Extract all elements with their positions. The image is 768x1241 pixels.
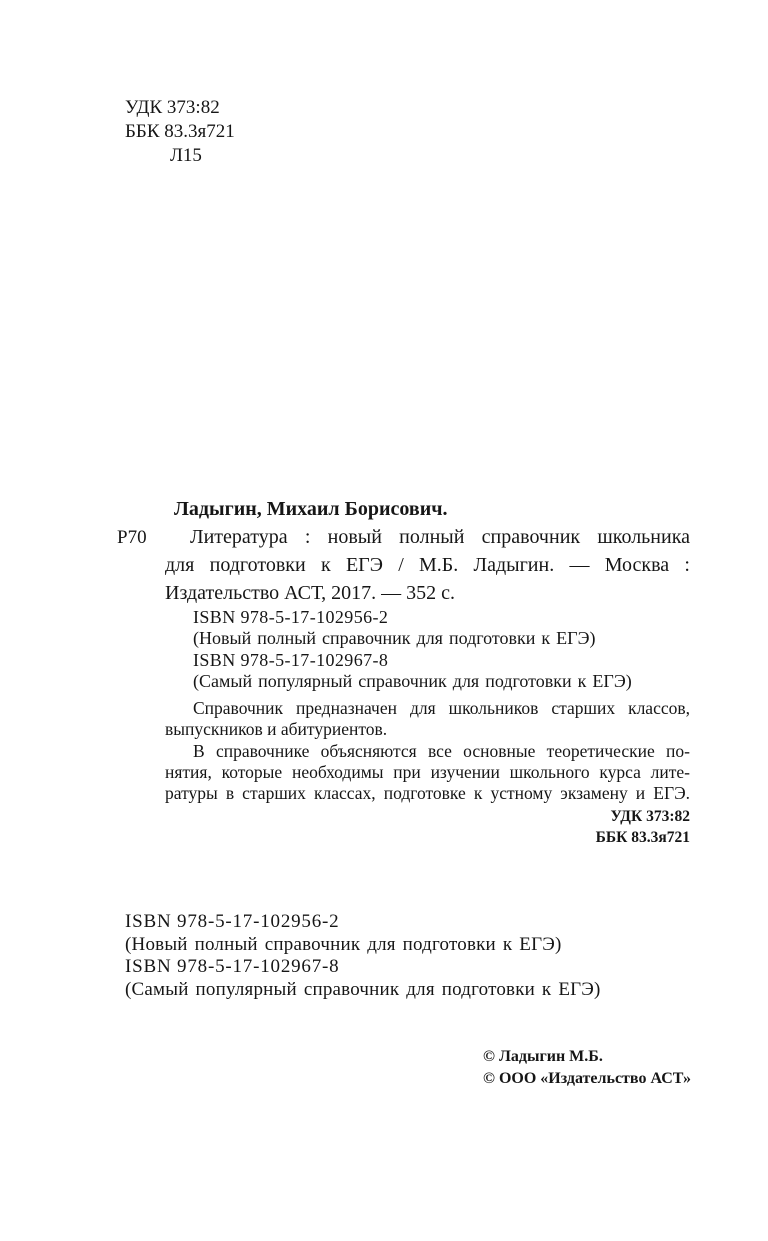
author-heading: Ладыгин, Михаил Борисович. [174,498,448,520]
card-classification-codes [596,806,690,848]
author-sign-code: Л15 [170,145,202,166]
annotation-line: ратуры в старших классах, подготовке к устному экзамену и ЕГЭ. [165,783,690,804]
bbk-code: ББК 83.3я721 [595,829,690,846]
title-line: Издательство АСТ, 2017. — 352 с. [165,582,456,604]
title-line: для подготовки к ЕГЭ / М.Б. Ладыгин. — Москва : [165,554,690,576]
annotation [165,698,690,804]
top-classification-codes [125,96,235,168]
isbn-number: ISBN 978-5-17-102956-2 [125,911,340,932]
card-isbn-block [193,607,632,693]
catalog-entry-code: Р70 [117,527,147,548]
bbk-code: ББК 83.3я721 [125,121,235,142]
copyright-block [483,1046,691,1090]
udk-code: УДК 373:82 [610,808,690,825]
catalog-card [165,495,690,607]
isbn-number: ISBN 978-5-17-102967-8 [193,649,389,670]
isbn-series-name: (Самый популярный справочник для подготовки к ЕГЭ) [125,978,601,1000]
annotation-line: нятия, которые необходимы при изучении школьного курса лите- [165,761,690,782]
isbn-series-name: (Новый полный справочник для подготовки к ЕГЭ) [125,933,562,955]
isbn-number: ISBN 978-5-17-102967-8 [125,956,340,977]
isbn-series-name: (Новый полный справочник для подготовки к ЕГЭ) [193,628,596,649]
copyright-author: © Ладыгин М.Б. [483,1048,603,1065]
annotation-line: В справочнике объясняются все основные теоретические по- [193,740,690,761]
copyright-publisher: © ООО «Издательство АСТ» [483,1070,692,1087]
title-line: Литература : новый полный справочник школьника [190,526,690,548]
annotation-line: Справочник предназначен для школьников старших классов, [193,698,690,718]
isbn-series-name: (Самый популярный справочник для подготовки к ЕГЭ) [193,671,632,692]
isbn-number: ISBN 978-5-17-102956-2 [193,607,389,627]
annotation-line: выпускников и абитуриентов. [165,719,388,740]
bottom-isbn-block [125,911,601,1001]
udk-code: УДК 373:82 [125,97,220,118]
